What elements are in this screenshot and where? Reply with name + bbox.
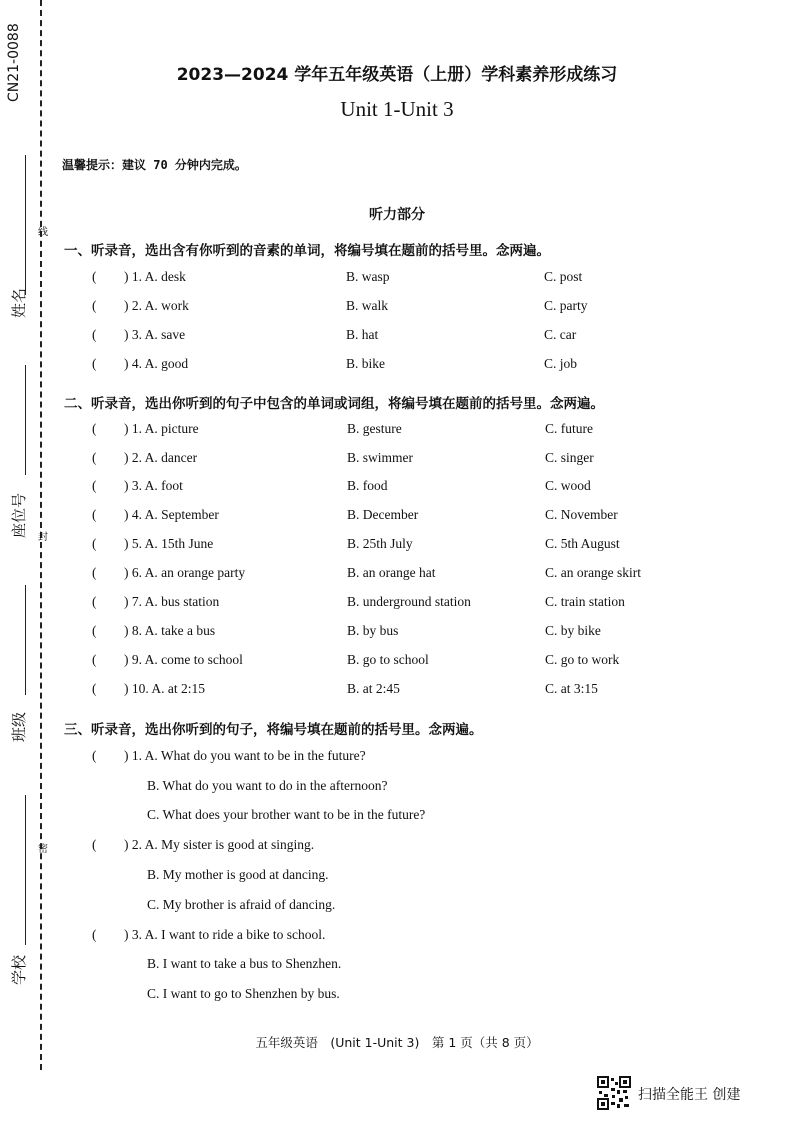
s2-row-10 bbox=[0, 681, 794, 701]
part-heading: 听力部分 bbox=[369, 207, 425, 223]
qr-code-icon bbox=[597, 1076, 631, 1110]
answer-bracket[interactable]: ( bbox=[92, 565, 97, 580]
answer-bracket[interactable]: ( bbox=[92, 536, 97, 551]
option-c: C. by bike bbox=[545, 623, 601, 638]
option-b: B. hat bbox=[346, 327, 379, 342]
s1-row-4 bbox=[0, 356, 794, 376]
answer-bracket[interactable]: ( bbox=[92, 652, 97, 667]
option-b: B. an orange hat bbox=[347, 565, 436, 580]
answer-bracket[interactable]: ( bbox=[92, 623, 97, 638]
answer-bracket[interactable]: ( bbox=[92, 269, 97, 284]
q3-option-b: B. I want to take a bus to Shenzhen. bbox=[147, 956, 342, 971]
s2-row-5 bbox=[0, 536, 794, 556]
option-b: B. underground station bbox=[347, 594, 471, 609]
option-a: ) 7. A. bus station bbox=[124, 594, 220, 609]
section3-heading: 三、听录音，选出你听到的句子，将编号填在题前的括号里。念两遍。 bbox=[64, 722, 483, 738]
option-a: ) 4. A. good bbox=[124, 356, 189, 371]
option-b: B. swimmer bbox=[347, 450, 413, 465]
option-b: B. 25th July bbox=[347, 536, 413, 551]
q3-option-a: ) 3. A. I want to ride a bike to school. bbox=[124, 927, 326, 942]
option-c: C. future bbox=[545, 421, 593, 436]
option-a: ) 9. A. come to school bbox=[124, 652, 243, 667]
option-b: B. bike bbox=[346, 356, 385, 371]
option-a: ) 6. A. an orange party bbox=[124, 565, 246, 580]
seal-mark: 封 bbox=[38, 532, 48, 543]
q2-option-c: C. My brother is afraid of dancing. bbox=[147, 897, 336, 912]
s2-row-7 bbox=[0, 594, 794, 614]
answer-bracket[interactable]: ( bbox=[92, 298, 97, 313]
q1-option-a: ) 1. A. What do you want to be in the future? bbox=[124, 748, 366, 763]
answer-bracket[interactable]: ( bbox=[92, 327, 97, 342]
option-c: C. post bbox=[544, 269, 583, 284]
section2-heading: 二、听录音，选出你听到的句子中包含的单词或词组，将编号填在题前的括号里。念两遍。 bbox=[64, 396, 604, 412]
option-c: C. job bbox=[544, 356, 578, 371]
s2-row-2 bbox=[0, 450, 794, 470]
option-a: ) 2. A. dancer bbox=[124, 450, 198, 465]
answer-bracket[interactable]: ( bbox=[92, 507, 97, 522]
option-c: C. November bbox=[545, 507, 618, 522]
s2-row-8 bbox=[0, 623, 794, 643]
option-c: C. go to work bbox=[545, 652, 620, 667]
s2-row-6 bbox=[0, 565, 794, 585]
seat-label: 座位号 bbox=[10, 492, 28, 538]
s2-row-1 bbox=[0, 421, 794, 441]
class-label: 班级 bbox=[10, 711, 28, 742]
option-a: ) 2. A. work bbox=[124, 298, 189, 313]
q2-option-a: ) 2. A. My sister is good at singing. bbox=[124, 837, 315, 852]
option-c: C. at 3:15 bbox=[545, 681, 598, 696]
s2-row-9 bbox=[0, 652, 794, 672]
option-a: ) 5. A. 15th June bbox=[124, 536, 214, 551]
option-a: ) 1. A. picture bbox=[124, 421, 199, 436]
option-b: B. December bbox=[347, 507, 419, 522]
option-c: C. an orange skirt bbox=[545, 565, 641, 580]
line-mark: 线 bbox=[38, 227, 48, 238]
paper-code: CN21-0088 bbox=[6, 23, 22, 102]
option-b: B. food bbox=[347, 478, 388, 493]
option-c: C. wood bbox=[545, 478, 591, 493]
answer-bracket[interactable]: ( bbox=[92, 681, 97, 696]
option-a: ) 8. A. take a bus bbox=[124, 623, 216, 638]
time-tip: 温馨提示：建议 70 分钟内完成。 bbox=[62, 158, 247, 172]
option-a: ) 3. A. foot bbox=[124, 478, 183, 493]
answer-bracket[interactable]: ( bbox=[92, 450, 97, 465]
s2-row-4 bbox=[0, 507, 794, 527]
section1-heading: 一、听录音，选出含有你听到的音素的单词，将编号填在题前的括号里。念两遍。 bbox=[64, 243, 550, 259]
option-a: ) 1. A. desk bbox=[124, 269, 186, 284]
option-c: C. 5th August bbox=[545, 536, 620, 551]
q1-option-c: C. What does your brother want to be in the future? bbox=[147, 807, 426, 822]
option-b: B. at 2:45 bbox=[347, 681, 400, 696]
school-label: 学校 bbox=[10, 954, 28, 985]
option-b: B. go to school bbox=[347, 652, 429, 667]
answer-bracket[interactable]: ( bbox=[92, 748, 97, 763]
option-c: C. car bbox=[544, 327, 577, 342]
answer-bracket[interactable]: ( bbox=[92, 837, 97, 852]
s1-row-1 bbox=[0, 269, 794, 289]
option-a: ) 4. A. September bbox=[124, 507, 219, 522]
option-b: B. walk bbox=[346, 298, 388, 313]
option-c: C. singer bbox=[545, 450, 594, 465]
page-footer: 五年级英语 (Unit 1-Unit 3) 第 1 页（共 8 页） bbox=[255, 1035, 539, 1050]
s1-row-3 bbox=[0, 327, 794, 347]
name-label: 姓名 bbox=[10, 287, 28, 318]
exam-subtitle: Unit 1-Unit 3 bbox=[340, 97, 454, 121]
q3-option-c: C. I want to go to Shenzhen by bus. bbox=[147, 986, 340, 1001]
exam-title: 2023—2024 学年五年级英语（上册）学科素养形成练习 bbox=[176, 65, 618, 85]
option-c: C. train station bbox=[545, 594, 625, 609]
school-underline bbox=[25, 795, 26, 945]
option-a: ) 3. A. save bbox=[124, 327, 186, 342]
s1-row-2 bbox=[0, 298, 794, 318]
q1-option-b: B. What do you want to do in the afternoon? bbox=[147, 778, 388, 793]
answer-bracket[interactable]: ( bbox=[92, 356, 97, 371]
option-c: C. party bbox=[544, 298, 588, 313]
option-b: B. gesture bbox=[347, 421, 402, 436]
scanner-watermark: 扫描全能王 创建 bbox=[638, 1087, 741, 1103]
q2-option-b: B. My mother is good at dancing. bbox=[147, 867, 329, 882]
answer-bracket[interactable]: ( bbox=[92, 594, 97, 609]
answer-bracket[interactable]: ( bbox=[92, 478, 97, 493]
option-a: ) 10. A. at 2:15 bbox=[124, 681, 205, 696]
answer-bracket[interactable]: ( bbox=[92, 927, 97, 942]
option-b: B. by bus bbox=[347, 623, 399, 638]
secret-mark: 密 bbox=[38, 844, 48, 855]
s2-row-3 bbox=[0, 478, 794, 498]
option-b: B. wasp bbox=[346, 269, 390, 284]
answer-bracket[interactable]: ( bbox=[92, 421, 97, 436]
